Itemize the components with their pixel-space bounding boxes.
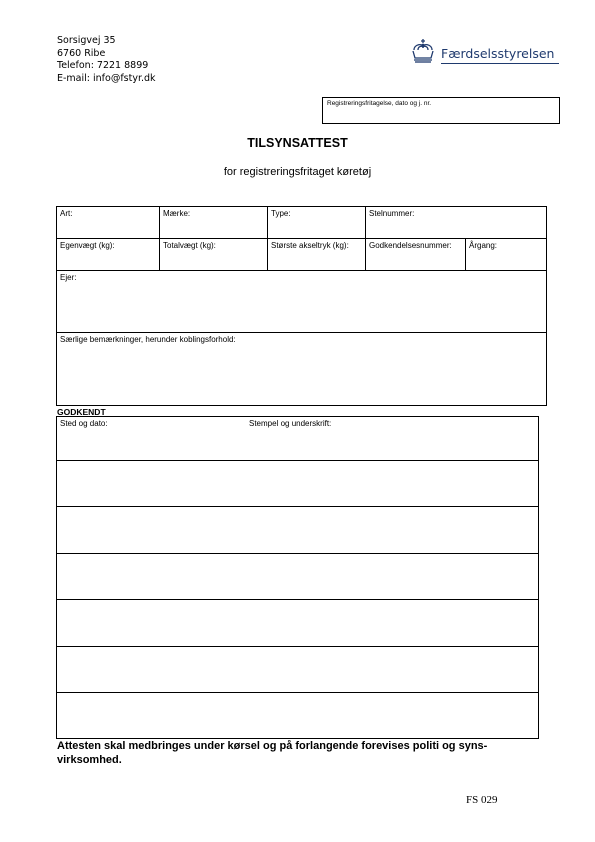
table-divider xyxy=(365,207,366,270)
registration-box[interactable] xyxy=(322,97,560,124)
approved-heading: GODKENDT xyxy=(57,407,106,417)
approval-row-header[interactable] xyxy=(57,417,538,460)
footer-note: Attesten skal medbringes under kørsel og på forlangende forevises politi og syns-virksomhed. xyxy=(57,740,488,766)
field-aargang[interactable] xyxy=(466,239,546,271)
field-ejer-label: Ejer: xyxy=(60,273,77,282)
field-bemaerkninger[interactable] xyxy=(57,333,546,405)
table-divider xyxy=(57,238,546,239)
field-egenvaegt[interactable] xyxy=(57,239,160,271)
address-phone: Telefon: 7221 8899 xyxy=(57,60,149,71)
table-divider xyxy=(465,239,466,270)
logo-underline xyxy=(441,63,559,64)
place-date-label: Sted og dato: xyxy=(60,419,108,428)
table-divider xyxy=(267,207,268,270)
field-maerke-label: Mærke: xyxy=(163,209,191,218)
address-city: 6760 Ribe xyxy=(57,47,106,59)
address-email: E-mail: info@fstyr.dk xyxy=(57,72,156,84)
crown-icon xyxy=(410,38,436,66)
registration-label: Registreringsfritagelse, dato og j. nr. xyxy=(327,100,432,107)
field-godkendelsesnummer[interactable] xyxy=(366,239,466,271)
field-stelnummer[interactable] xyxy=(366,207,546,239)
approval-row[interactable] xyxy=(57,647,538,693)
table-divider xyxy=(159,207,160,270)
approval-table xyxy=(56,416,539,739)
vehicle-info-table xyxy=(56,206,547,406)
page-title: TILSYNSATTEST xyxy=(247,136,348,150)
approval-row[interactable] xyxy=(57,693,538,738)
approval-row[interactable] xyxy=(57,600,538,646)
field-art[interactable] xyxy=(57,207,160,239)
field-akseltryk-label: Største akseltryk (kg): xyxy=(271,241,349,250)
field-godkendelsesnummer-label: Godkendelsesnummer: xyxy=(369,241,452,250)
field-akseltryk[interactable] xyxy=(268,239,366,271)
field-totalvaegt-label: Totalvægt (kg): xyxy=(163,241,216,250)
address-street: Sorsigvej 35 xyxy=(57,35,116,46)
page-subtitle: for registreringsfritaget køretøj xyxy=(223,166,372,178)
approval-row[interactable] xyxy=(57,554,538,600)
field-ejer[interactable] xyxy=(57,271,546,333)
approval-row[interactable] xyxy=(57,461,538,507)
sender-address xyxy=(57,35,156,85)
field-egenvaegt-label: Egenvægt (kg): xyxy=(60,241,115,250)
approval-row[interactable] xyxy=(57,507,538,553)
logo-text: Færdselsstyrelsen xyxy=(441,46,555,61)
field-bemaerkninger-label: Særlige bemærkninger, herunder koblingsforhold: xyxy=(60,335,236,344)
field-maerke[interactable] xyxy=(160,207,268,239)
field-totalvaegt[interactable] xyxy=(160,239,268,271)
field-type-label: Type: xyxy=(271,209,291,218)
field-type[interactable] xyxy=(268,207,366,239)
agency-logo xyxy=(410,38,560,68)
field-aargang-label: Årgang: xyxy=(469,241,498,250)
table-divider xyxy=(57,332,546,333)
table-divider xyxy=(57,270,546,271)
field-stelnummer-label: Stelnummer: xyxy=(369,209,415,218)
stamp-signature-label: Stempel og underskrift: xyxy=(249,419,332,428)
form-code: FS 029 xyxy=(466,794,498,806)
field-art-label: Art: xyxy=(60,209,73,218)
